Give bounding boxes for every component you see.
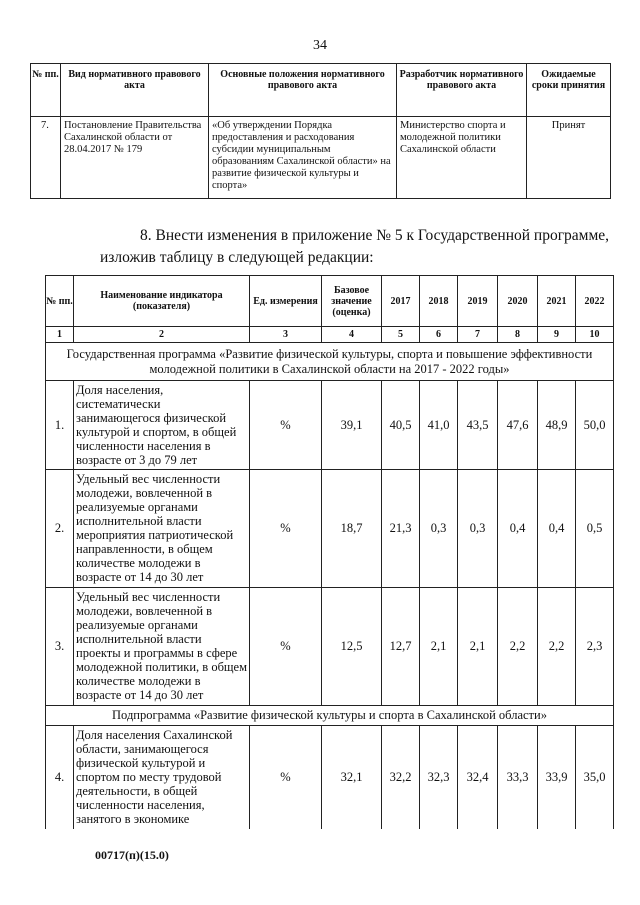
value-2021: 48,9 [538, 381, 576, 470]
page-number: 34 [313, 38, 327, 53]
table-row [46, 381, 614, 470]
unit: % [250, 726, 322, 829]
table-row [31, 117, 611, 199]
unit: % [250, 381, 322, 470]
header-cell: Ед. измерения [250, 276, 322, 327]
act-type: Постановление Правительства Сахалинской области от 28.04.2017 № 179 [61, 117, 209, 199]
indicator-name: Доля населения, систематически занимающегося физической культурой и спортом, в общей численности населения в возрасте от 3 до 79 лет [74, 381, 250, 470]
header-cell: 2022 [576, 276, 614, 327]
header-cell: Разработчик нормативного правового акта [397, 64, 527, 117]
row-number: 3. [46, 588, 74, 706]
header-cell: 2021 [538, 276, 576, 327]
row-number: 2. [46, 470, 74, 588]
table-row [46, 588, 614, 706]
header-cell: 2018 [420, 276, 458, 327]
column-numbers-row [46, 327, 614, 343]
column-number: 2 [74, 327, 250, 343]
header-cell: Наименование индикатора (показателя) [74, 276, 250, 327]
header-cell: Основные положения нормативного правового акта [209, 64, 397, 117]
base-value: 12,5 [322, 588, 382, 706]
column-number: 5 [382, 327, 420, 343]
value-2020: 33,3 [498, 726, 538, 829]
row-number: 4. [46, 726, 74, 829]
subprogram-title-row [46, 706, 614, 726]
value-2021: 2,2 [538, 588, 576, 706]
act-deadline: Принят [527, 117, 611, 199]
value-2019: 43,5 [458, 381, 498, 470]
header-cell: № пп. [46, 276, 74, 327]
row-number: 1. [46, 381, 74, 470]
value-2019: 32,4 [458, 726, 498, 829]
paragraph-line-2: изложив таблицу в следующей редакции: [100, 249, 374, 266]
table-header-row [46, 276, 614, 327]
column-number: 6 [420, 327, 458, 343]
header-cell: № пп. [31, 64, 61, 117]
value-2018: 32,3 [420, 726, 458, 829]
header-cell: Базовое значение (оценка) [322, 276, 382, 327]
value-2018: 2,1 [420, 588, 458, 706]
value-2019: 0,3 [458, 470, 498, 588]
value-2022: 50,0 [576, 381, 614, 470]
base-value: 32,1 [322, 726, 382, 829]
base-value: 18,7 [322, 470, 382, 588]
value-2022: 2,3 [576, 588, 614, 706]
column-number: 8 [498, 327, 538, 343]
program-title: Государственная программа «Развитие физической культуры, спорта и повышение эффективности молодежной политики в Сахалинской области на 2017 - 2022 годы» [46, 343, 614, 381]
act-provisions: «Об утверждении Порядка предоставления и расходования субсидии муниципальным образованиям Сахалинской области» на развитие физической культуры и спорта» [209, 117, 397, 199]
subprogram-title: Подпрограмма «Развитие физической культуры и спорта в Сахалинской области» [46, 706, 614, 726]
header-cell: 2020 [498, 276, 538, 327]
value-2020: 0,4 [498, 470, 538, 588]
table-header-row [31, 64, 611, 117]
row-number: 7. [31, 117, 61, 199]
act-developer: Министерство спорта и молодежной политики Сахалинской области [397, 117, 527, 199]
column-number: 4 [322, 327, 382, 343]
value-2021: 33,9 [538, 726, 576, 829]
table-row [46, 726, 614, 829]
header-cell: 2019 [458, 276, 498, 327]
indicators-table [45, 275, 614, 829]
column-number: 7 [458, 327, 498, 343]
header-cell: Ожидаемые сроки принятия [527, 64, 611, 117]
normative-acts-table [30, 63, 611, 199]
value-2021: 0,4 [538, 470, 576, 588]
header-cell: Вид нормативного правового акта [61, 64, 209, 117]
value-2018: 41,0 [420, 381, 458, 470]
value-2022: 0,5 [576, 470, 614, 588]
indicator-name: Удельный вес численности молодежи, вовлеченной в реализуемые органами исполнительной власти мероприятия патриотической направленности, в общем количестве молодежи в возрасте от 14 до 30 лет [74, 470, 250, 588]
column-number: 1 [46, 327, 74, 343]
header-cell: 2017 [382, 276, 420, 327]
table-row [46, 470, 614, 588]
value-2018: 0,3 [420, 470, 458, 588]
value-2020: 2,2 [498, 588, 538, 706]
paragraph-line-1: 8. Внести изменения в приложение № 5 к Государственной программе, [140, 227, 610, 244]
indicator-name: Доля населения Сахалинской области, занимающегося физической культурой и спортом по месту трудовой деятельности, в общей численности населения, занятого в экономике [74, 726, 250, 829]
value-2022: 35,0 [576, 726, 614, 829]
program-title-row [46, 343, 614, 381]
value-2017: 21,3 [382, 470, 420, 588]
column-number: 9 [538, 327, 576, 343]
column-number: 10 [576, 327, 614, 343]
value-2017: 12,7 [382, 588, 420, 706]
value-2020: 47,6 [498, 381, 538, 470]
unit: % [250, 470, 322, 588]
document-code: 00717(п)(15.0) [95, 848, 169, 862]
column-number: 3 [250, 327, 322, 343]
value-2017: 40,5 [382, 381, 420, 470]
unit: % [250, 588, 322, 706]
base-value: 39,1 [322, 381, 382, 470]
value-2017: 32,2 [382, 726, 420, 829]
value-2019: 2,1 [458, 588, 498, 706]
indicator-name: Удельный вес численности молодежи, вовлеченной в реализуемые органами исполнительной власти проекты и программы в сфере молодежной политики, в общем количестве молодежи в возрасте от 14 до 30 лет [74, 588, 250, 706]
